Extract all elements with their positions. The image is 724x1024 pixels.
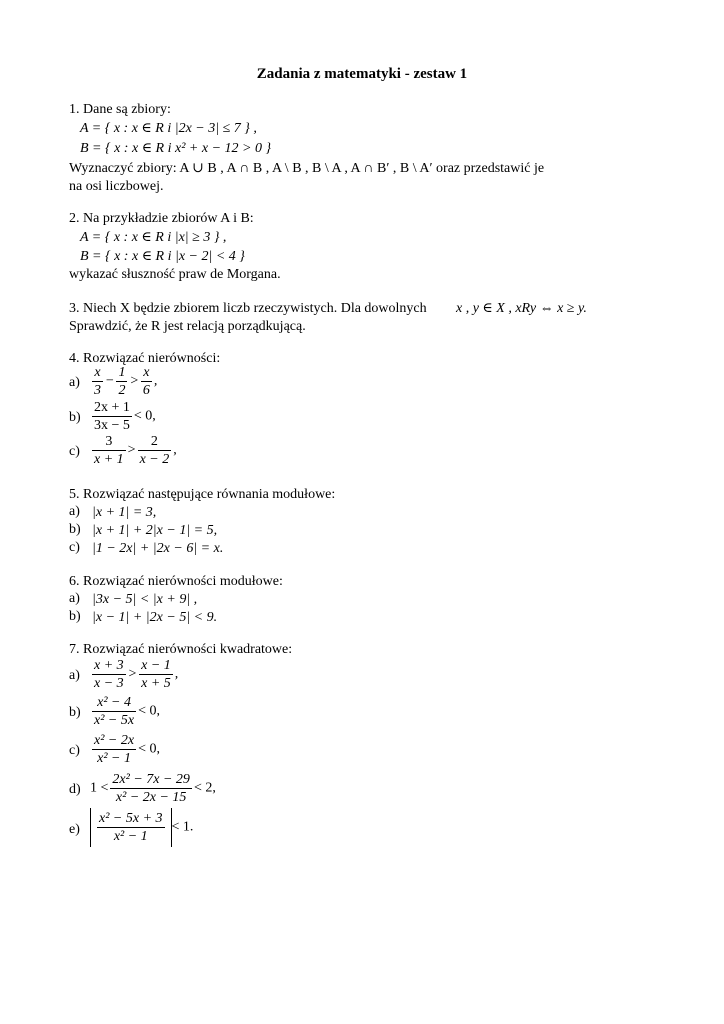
task6b-label: b) xyxy=(69,609,81,624)
task4a-label: a) xyxy=(69,375,80,390)
task7a-label: a) xyxy=(69,668,80,683)
fraction xyxy=(92,694,136,729)
leading: 1 < xyxy=(90,780,109,796)
denominator: 3x − 5 xyxy=(94,418,130,433)
fraction xyxy=(97,810,165,845)
numerator: 2x² − 7x − 29 xyxy=(112,772,190,787)
trailing: < 1. xyxy=(171,819,194,835)
task4b-label: b) xyxy=(69,410,81,425)
task7b-label: b) xyxy=(69,705,81,720)
fraction xyxy=(92,732,136,767)
fraction xyxy=(138,433,172,468)
task4c-inequality xyxy=(90,433,177,468)
task3-relation: x , y ∈ X , xRy ⇔ x ≥ y. xyxy=(456,301,587,316)
task5c-label: c) xyxy=(69,540,80,555)
numerator: x² − 2x xyxy=(94,733,135,748)
denominator: x² − 2x − 15 xyxy=(110,788,192,806)
numerator: 3 xyxy=(105,434,113,449)
numerator: 1 xyxy=(118,365,126,380)
task1-heading: 1. Dane są zbiory: xyxy=(69,102,171,117)
absolute-value-bars xyxy=(90,808,172,847)
task5b-label: b) xyxy=(69,522,81,537)
task7c-inequality xyxy=(90,732,160,767)
task1-set-a: A = { x : x ∈ R i |2x − 3| ≤ 7 } , xyxy=(80,121,257,136)
task4b-inequality xyxy=(90,399,156,434)
denominator: x + 5 xyxy=(141,676,171,691)
denominator: x − 2 xyxy=(139,452,170,467)
task1-instruction-cont: na osi liczbowej. xyxy=(69,179,164,194)
task7-heading: 7. Rozwiązać nierówności kwadratowe: xyxy=(69,642,293,657)
fraction xyxy=(116,364,127,399)
task5a-equation: |x + 1| = 3, xyxy=(92,505,157,520)
trailing: , xyxy=(173,442,177,458)
denominator: 3 xyxy=(94,383,101,398)
trailing: < 0, xyxy=(138,741,160,757)
denominator: x² − 5x xyxy=(94,713,135,728)
page-title: Zadania z matematyki - zestaw 1 xyxy=(256,66,468,82)
task7b-inequality xyxy=(90,694,160,729)
numerator: 2x + 1 xyxy=(94,400,130,415)
operator: − xyxy=(105,373,115,389)
task4a-inequality xyxy=(90,364,157,399)
task7a-inequality xyxy=(90,657,178,692)
fraction xyxy=(92,364,103,399)
numerator: x² − 5x + 3 xyxy=(99,811,163,826)
task5c-equation: |1 − 2x| + |2x − 6| = x. xyxy=(92,541,224,556)
task7c-label: c) xyxy=(69,743,80,758)
task2-heading: 2. Na przykładzie zbiorów A i B: xyxy=(69,211,254,226)
task5a-label: a) xyxy=(69,504,80,519)
operator: > xyxy=(129,373,139,389)
operator: > xyxy=(127,666,138,682)
task1-instruction: Wyznaczyć zbiory: A ∪ B , A ∩ B , A \ B , B \ A , A ∩ B′ , B \ A′ oraz przedstawić je xyxy=(69,161,545,176)
task5b-equation: |x + 1| + 2|x − 1| = 5, xyxy=(92,523,218,538)
task6a-inequality: |3x − 5| < |x + 9| , xyxy=(92,592,198,607)
task3-line2: Sprawdzić, że R jest relacją porządkującą. xyxy=(69,319,306,334)
task7d-label: d) xyxy=(69,782,81,797)
numerator: x + 3 xyxy=(94,658,124,673)
task7e-inequality xyxy=(90,808,193,847)
denominator: x + 1 xyxy=(94,452,124,467)
task5-heading: 5. Rozwiązać następujące równania modułowe: xyxy=(69,487,336,502)
trailing: < 0, xyxy=(133,408,156,424)
denominator: 2 xyxy=(118,383,126,398)
task6-heading: 6. Rozwiązać nierówności modułowe: xyxy=(69,574,283,589)
fraction xyxy=(92,433,126,468)
numerator: x xyxy=(94,365,101,380)
task4-heading: 4. Rozwiązać nierówności: xyxy=(69,351,221,366)
fraction xyxy=(92,657,126,692)
fraction xyxy=(141,364,152,399)
fraction xyxy=(110,771,192,806)
task2-set-a: A = { x : x ∈ R i |x| ≥ 3 } , xyxy=(80,230,227,245)
task2-instruction: wykazać słuszność praw de Morgana. xyxy=(69,267,281,282)
numerator: x² − 4 xyxy=(97,695,131,710)
denominator: x² − 1 xyxy=(92,749,136,767)
numerator: x xyxy=(143,365,150,380)
task7d-inequality xyxy=(90,771,216,806)
fraction xyxy=(92,399,132,434)
trailing: < 0, xyxy=(138,703,160,719)
denominator: x − 3 xyxy=(94,676,124,691)
denominator: x² − 1 xyxy=(97,827,165,845)
numerator: 2 xyxy=(150,434,158,449)
task3-line1: 3. Niech X będzie zbiorem liczb rzeczywistych. Dla dowolnych xyxy=(69,301,427,316)
denominator: 6 xyxy=(142,383,150,398)
task6a-label: a) xyxy=(69,591,80,606)
trailing: < 2, xyxy=(193,780,216,796)
task4c-label: c) xyxy=(69,444,80,459)
task6b-inequality: |x − 1| + |2x − 5| < 9. xyxy=(92,610,218,625)
trailing: , xyxy=(153,373,158,389)
trailing: , xyxy=(174,666,179,682)
task7e-label: e) xyxy=(69,822,80,837)
numerator: x − 1 xyxy=(141,658,171,673)
operator: > xyxy=(127,442,136,458)
task1-set-b: B = { x : x ∈ R i x² + x − 12 > 0 } xyxy=(80,141,272,156)
task2-set-b: B = { x : x ∈ R i |x − 2| < 4 } xyxy=(80,249,245,264)
fraction xyxy=(139,657,173,692)
